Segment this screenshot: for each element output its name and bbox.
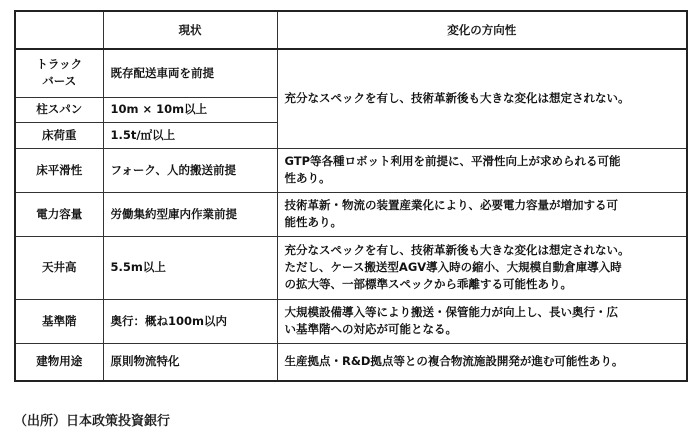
source-caption: （出所）日本政策投資銀行 [14,414,171,429]
row-current: 原則物流特化 [103,343,277,381]
row-item-line: トラック [36,57,83,72]
header-item [15,11,103,49]
row-change [277,148,687,192]
row-current: 奥行：概ね100m以内 [103,299,277,343]
row-current: 労働集約型庫内作業前提 [103,192,277,236]
row-current: 10m × 10m以上 [103,97,277,122]
spec-table [14,10,688,382]
table-row [15,148,687,192]
table-row [15,49,687,97]
row-current: 1.5t/㎡以上 [103,122,277,148]
row-change-line: ただし、ケース搬送型AGV導入時の縮小、大規模自動倉庫導入時 [284,260,622,274]
row-change-line: 性あり。 [284,171,331,185]
row-change-line: 生産拠点・R&D拠点等との複合物流施設開発が進む可能性あり。 [284,354,624,369]
row-item [15,49,103,97]
merged-change-cell [277,49,687,148]
row-change [277,236,687,299]
row-item: 床平滑性 [15,148,103,192]
row-item: 建物用途 [15,343,103,381]
row-change-line: い基準階への対応が可能となる。 [284,322,457,336]
table-row [15,192,687,236]
row-current: 5.5m以上 [103,236,277,299]
row-item: 床荷重 [15,122,103,148]
row-change [277,343,687,381]
row-change-line: GTP等各種ロボット利用を前提に、平滑性向上が求められる可能 [284,154,621,168]
row-item: 基準階 [15,299,103,343]
row-change-line: 充分なスペックを有し、技術革新後も大きな変化は想定されない。 [284,243,630,257]
row-change-line: 技術革新・物流の装置産業化により、必要電力容量が増加する可 [284,198,618,212]
table-header-row [15,11,687,49]
table-row [15,343,687,381]
row-item: 柱スパン [15,97,103,122]
row-current: 既存配送車両を前提 [103,49,277,97]
row-item: 電力容量 [15,192,103,236]
table-row [15,299,687,343]
header-change: 変化の方向性 [277,11,687,49]
table-row [15,236,687,299]
merged-change-text: 充分なスペックを有し、技術革新後も大きな変化は想定されない。 [284,91,630,106]
row-item-line: バース [42,74,77,89]
row-change-line: 能性あり。 [284,215,342,229]
row-item: 天井高 [15,236,103,299]
row-change-line: の拡大等、一部標準スペックから乖離する可能性あり。 [284,277,572,291]
row-change [277,299,687,343]
row-current: フォーク、人的搬送前提 [103,148,277,192]
row-change [277,192,687,236]
row-change-line: 大規模設備導入等により搬送・保管能力が向上し、長い奥行・広 [284,305,618,319]
header-current: 現状 [103,11,277,49]
